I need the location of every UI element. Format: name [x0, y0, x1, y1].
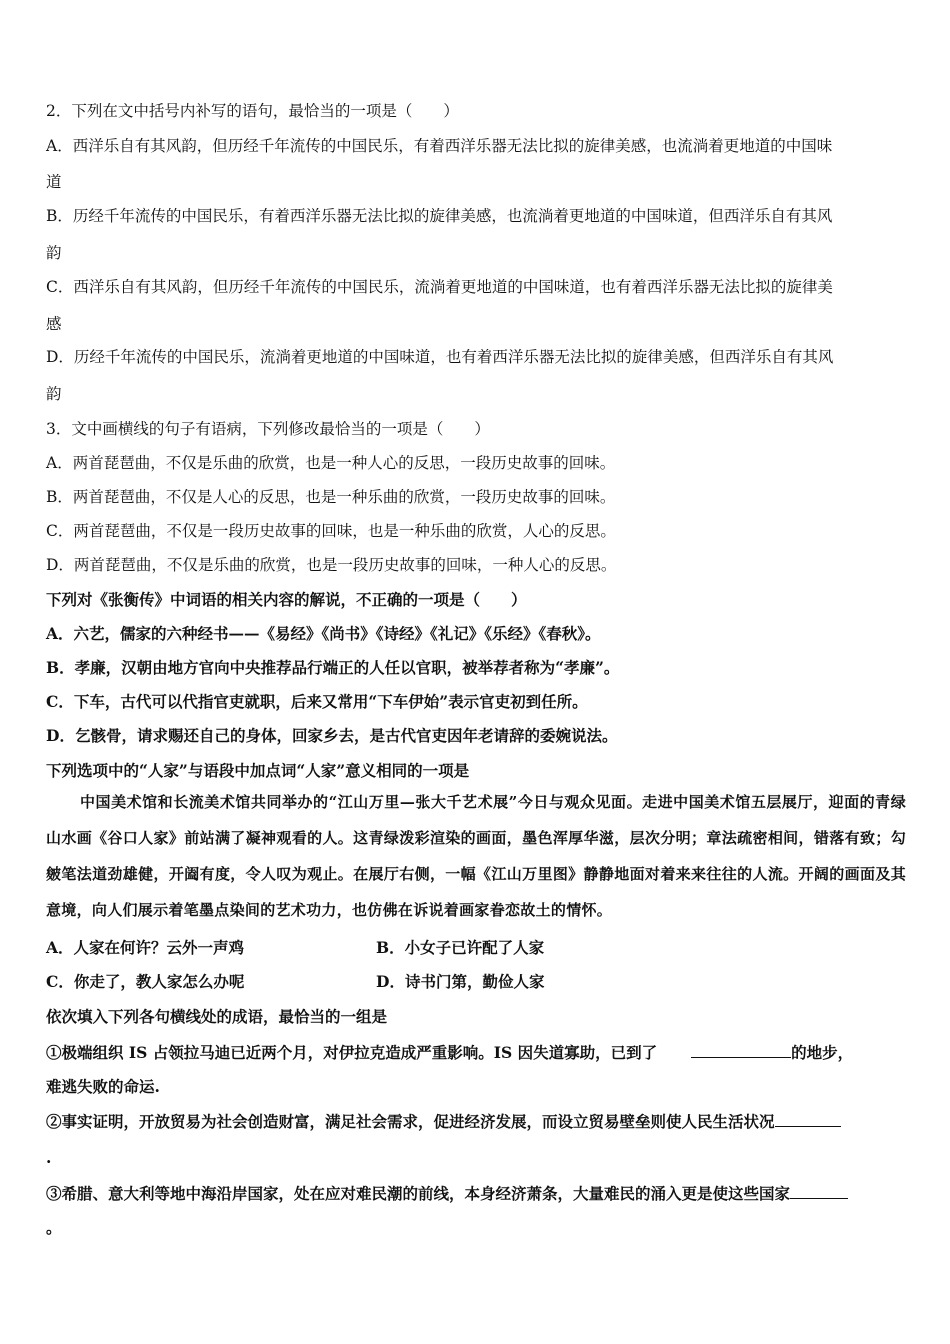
q3-option-d: D．两首琵琶曲，不仅是乐曲的欣赏，也是一段历史故事的回味，一种人心的反思。	[46, 556, 617, 574]
q6-sentence-2	[46, 1110, 841, 1132]
q6-sentence-2-text: ②事实证明，开放贸易为社会创造财富，满足社会需求，促进经济发展，而设立贸易壁垒则使人民生活状况	[46, 1112, 775, 1131]
q4-option-c: C．下车，古代可以代指官吏就职，后来又常用“下车伊始”表示官吏初到任所。	[46, 692, 588, 711]
q6-sentence-1-end: 的地步，	[791, 1043, 854, 1062]
q4-option-b: B．孝廉，汉朝由地方官向中央推荐品行端正的人任以官职，被举荐者称为“孝廉”。	[46, 658, 620, 677]
q6-sentence-3-cont: 。	[46, 1218, 62, 1237]
q2-option-a: A．西洋乐自有其风韵，但历经千年流传的中国民乐，有着西洋乐器无法比拟的旋律美感，也流淌着更地道的中国味	[46, 137, 833, 155]
q2-stem: 2．下列在文中括号内补写的语句，最恰当的一项是（ ）	[46, 102, 459, 120]
q5-option-b: B．小女子已许配了人家	[376, 938, 545, 957]
q2-option-c-cont: 感	[46, 315, 62, 333]
q3-option-b: B．两首琵琶曲，不仅是人心的反思，也是一种乐曲的欣赏，一段历史故事的回味。	[46, 488, 616, 506]
q4-option-d: D．乞骸骨，请求赐还自己的身体，回家乡去，是古代官吏因年老请辞的委婉说法。	[46, 726, 618, 745]
q6-sentence-2-cont: .	[46, 1148, 52, 1167]
q6-sentence-1-cont: 难逃失败的命运.	[46, 1077, 160, 1096]
q3-option-a: A．两首琵琶曲，不仅是乐曲的欣赏，也是一种人心的反思，一段历史故事的回味。	[46, 454, 616, 472]
q6-sentence-3	[46, 1182, 848, 1204]
q2-option-d: D．历经千年流传的中国民乐，流淌着更地道的中国味道，也有着西洋乐器无法比拟的旋律美感，但西洋乐自有其风	[46, 348, 834, 366]
q2-option-d-cont: 韵	[46, 385, 62, 403]
q5-option-d: D．诗书门第，勤俭人家	[376, 972, 545, 991]
q5-option-c: C．你走了，教人家怎么办呢	[46, 972, 245, 991]
q3-stem: 3．文中画横线的句子有语病，下列修改最恰当的一项是（ ）	[46, 420, 490, 438]
q4-option-a: A．六艺，儒家的六种经书——《易经》《尚书》《诗经》《礼记》《乐经》《春秋》。	[46, 624, 601, 643]
q2-option-c: C．西洋乐自有其风韵，但历经千年流传的中国民乐，流淌着更地道的中国味道，也有着西洋乐器无法比拟的旋律美	[46, 278, 833, 296]
q6-sentence-1	[46, 1041, 853, 1063]
q5-passage: 中国美术馆和长流美术馆共同举办的“江山万里—张大千艺术展”今日与观众见面。走进中国美术馆五层展厅，迎面的青绿山水画《谷口人家》前站满了凝神观看的人。这青绿泼彩渲染的画面，墨色浑厚华滋，层次分明；章法疏密相间，错落有致；勾皴笔法道劲雄健，开阖有度，令人叹为观止。在展厅右侧，一幅《江山万里图》静静地面对着来来往往的人流。开阔的画面及其意境，向人们展示着笔墨点染间的艺术功力，也仿佛在诉说着画家眷恋故土的情怀。	[46, 793, 906, 919]
q6-stem: 依次填入下列各句横线处的成语，最恰当的一组是	[46, 1007, 388, 1026]
q4-stem: 下列对《张衡传》中词语的相关内容的解说，不正确的一项是（ ）	[46, 590, 527, 609]
q5-option-a: A．人家在何许？云外一声鸡	[46, 938, 245, 957]
q6-sentence-1-text: ①极端组织 IS 占领拉马迪已近两个月，对伊拉克造成严重影响。IS 因失道寡助，已到了	[46, 1043, 658, 1062]
q2-option-b: B．历经千年流传的中国民乐，有着西洋乐器无法比拟的旋律美感，也流淌着更地道的中国味道，但西洋乐自有其风	[46, 207, 833, 225]
q5-stem: 下列选项中的“人家”与语段中加点词“人家”意义相同的一项是	[46, 761, 470, 780]
q6-blank-1	[691, 1041, 791, 1058]
q6-blank-2	[775, 1110, 841, 1127]
q2-option-b-cont: 韵	[46, 244, 62, 262]
q3-option-c: C．两首琵琶曲，不仅是一段历史故事的回味，也是一种乐曲的欣赏，人心的反思。	[46, 522, 616, 540]
q6-sentence-3-text: ③希腊、意大利等地中海沿岸国家，处在应对难民潮的前线，本身经济萧条，大量难民的涌入更是使这些国家	[46, 1184, 791, 1203]
q2-option-a-cont: 道	[46, 173, 62, 191]
q6-blank-3	[790, 1182, 848, 1199]
